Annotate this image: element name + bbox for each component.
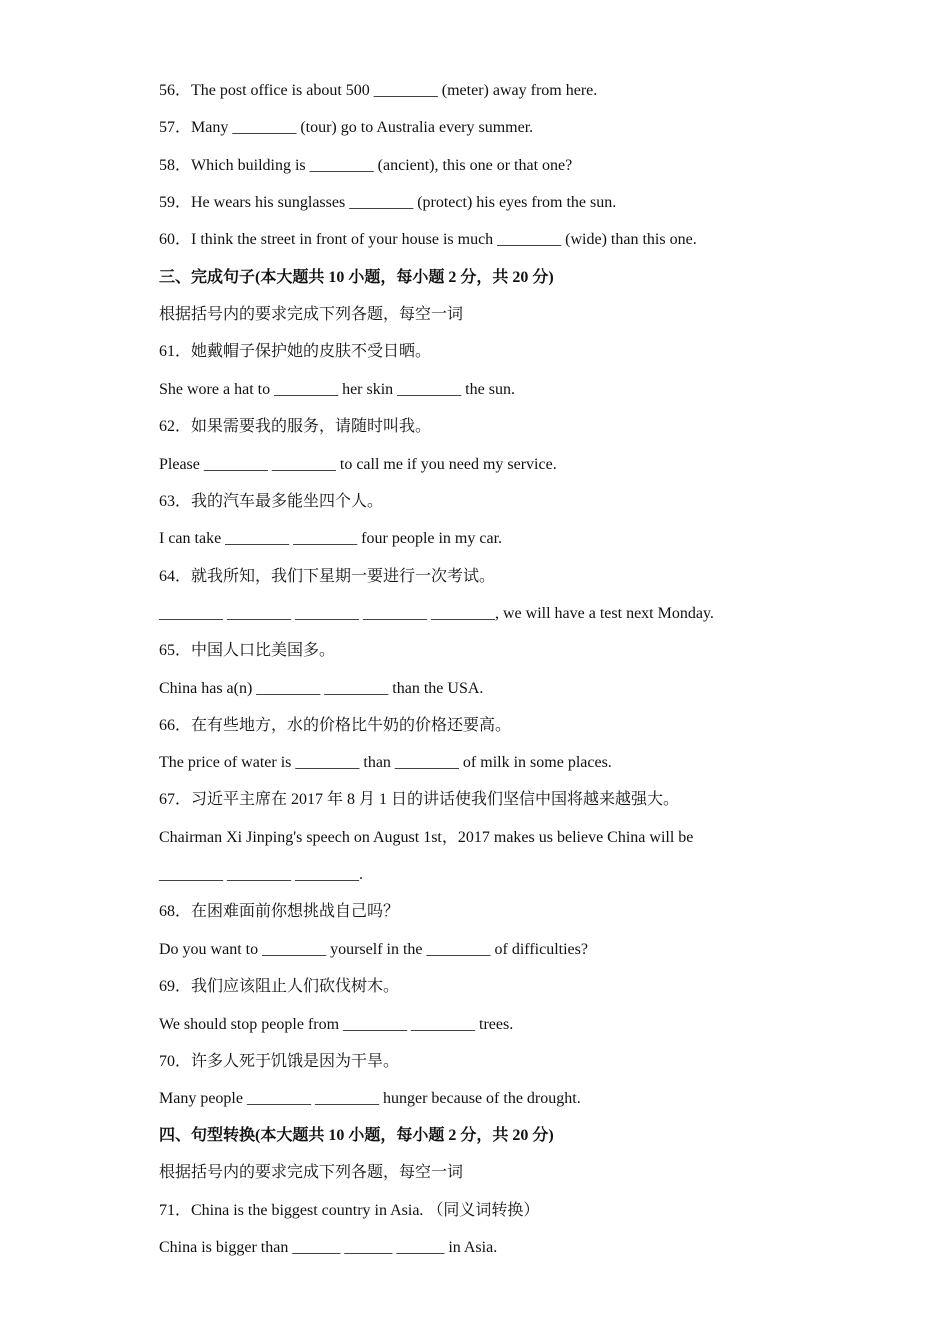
question-line: 63．我的汽车最多能坐四个人。: [159, 493, 384, 510]
section-instruction: 根据括号内的要求完成下列各题，每空一词: [159, 1164, 464, 1181]
question-line: 61．她戴帽子保护她的皮肤不受日晒。: [159, 343, 432, 360]
answer-line: ________ ________ ________.: [159, 866, 363, 883]
answer-line: She wore a hat to ________ her skin ________ the sun.: [159, 381, 515, 398]
question-line: 69．我们应该阻止人们砍伐树木。: [159, 978, 400, 995]
answer-line: We should stop people from ________ ________ trees.: [159, 1016, 514, 1033]
answer-line: Please ________ ________ to call me if you need my service.: [159, 456, 557, 473]
question-line: 62．如果需要我的服务，请随时叫我。: [159, 418, 432, 435]
answer-line: Do you want to ________ yourself in the ________ of difficulties?: [159, 941, 588, 958]
answer-line: China has a(n) ________ ________ than the USA.: [159, 680, 484, 697]
question-line: 60．I think the street in front of your house is much ________ (wide) than this one.: [159, 231, 697, 248]
section-heading: 四、句型转换(本大题共 10 小题，每小题 2 分，共 20 分): [159, 1127, 554, 1144]
answer-line: Chairman Xi Jinping's speech on August 1st，2017 makes us believe China will be: [159, 829, 694, 846]
question-line: 66．在有些地方，水的价格比牛奶的价格还要高。: [159, 717, 512, 734]
answer-line: Many people ________ ________ hunger because of the drought.: [159, 1090, 581, 1107]
answer-line: China is bigger than ______ ______ ______ in Asia.: [159, 1239, 498, 1256]
section-instruction: 根据括号内的要求完成下列各题，每空一词: [159, 306, 464, 323]
question-line: 65．中国人口比美国多。: [159, 642, 336, 659]
question-line: 71．China is the biggest country in Asia. （同义词转换）: [159, 1202, 540, 1219]
question-line: 57．Many ________ (tour) go to Australia every summer.: [159, 119, 534, 136]
question-line: 64．就我所知，我们下星期一要进行一次考试。: [159, 568, 496, 585]
question-line: 56．The post office is about 500 ________ (meter) away from here.: [159, 82, 598, 99]
answer-line: ________ ________ ________ ________ ________, we will have a test next Monday.: [159, 605, 714, 622]
question-line: 58．Which building is ________ (ancient), this one or that one?: [159, 157, 573, 174]
question-line: 70．许多人死于饥饿是因为干旱。: [159, 1053, 400, 1070]
section-heading: 三、完成句子(本大题共 10 小题，每小题 2 分，共 20 分): [159, 269, 554, 286]
answer-line: The price of water is ________ than ________ of milk in some places.: [159, 754, 612, 771]
question-line: 59．He wears his sunglasses ________ (protect) his eyes from the sun.: [159, 194, 617, 211]
answer-line: I can take ________ ________ four people in my car.: [159, 530, 503, 547]
question-line: 67．习近平主席在 2017 年 8 月 1 日的讲话使我们坚信中国将越来越强大。: [159, 791, 680, 808]
question-line: 68．在困难面前你想挑战自己吗？: [159, 903, 400, 920]
